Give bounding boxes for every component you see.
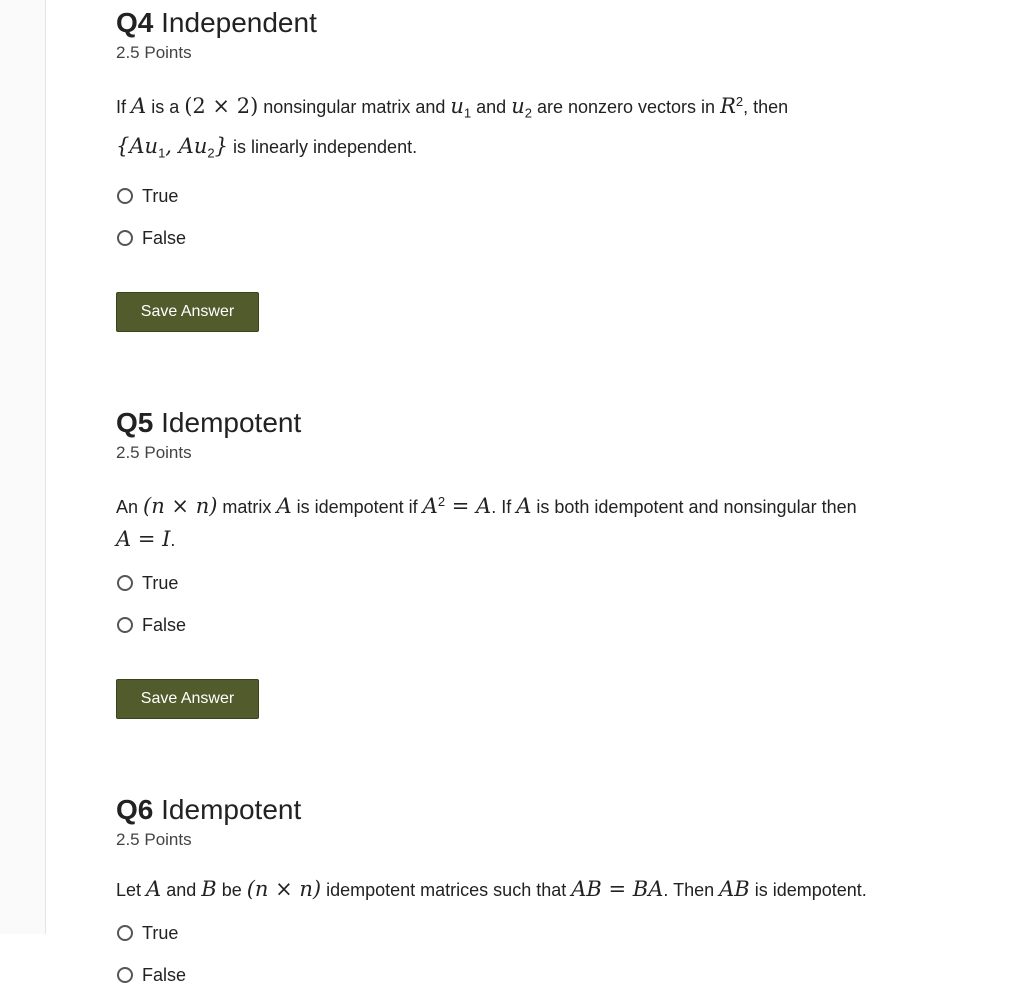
question-points: 2.5 Points: [116, 443, 192, 463]
question-text: If A is a (2 × 2) nonsingular matrix and $u_1$ and $u_2$ are nonzero vectors in $R^2$, then {$Au_1$, $Au_2$} is linearly independent.: [116, 94, 789, 161]
option-false[interactable]: [116, 954, 996, 996]
answer-options: [116, 912, 996, 996]
save-answer-button[interactable]: Save Answer: [116, 292, 259, 332]
question-q4: [116, 6, 996, 332]
radio-button[interactable]: [117, 188, 133, 204]
radio-button[interactable]: [117, 230, 133, 246]
option-label: True: [142, 185, 179, 206]
question-title-text: Idempotent: [161, 794, 302, 826]
option-true[interactable]: [116, 562, 996, 604]
option-label: True: [142, 922, 179, 943]
question-points: 2.5 Points: [116, 830, 192, 850]
quiz-content: [116, 0, 996, 996]
question-title: [116, 793, 996, 827]
radio-button[interactable]: [117, 617, 133, 633]
question-title-text: Independent: [161, 7, 317, 38]
left-rail: [0, 0, 46, 934]
answer-options: [116, 562, 996, 646]
answer-options: [116, 175, 996, 259]
question-number: Q5: [116, 407, 154, 439]
radio-button[interactable]: [117, 925, 133, 941]
question-number: Q6: [116, 794, 154, 826]
save-answer-button[interactable]: Save Answer: [116, 679, 259, 719]
question-title-text: Idempotent: [161, 407, 302, 439]
option-label: False: [142, 614, 187, 635]
question-q5: [116, 406, 996, 719]
question-title: [116, 6, 996, 40]
question-q6: [116, 793, 996, 996]
option-false[interactable]: [116, 217, 996, 259]
option-label: False: [142, 227, 187, 248]
radio-button[interactable]: [117, 967, 133, 983]
option-false[interactable]: [116, 604, 996, 646]
question-number: Q4: [116, 7, 154, 38]
option-true[interactable]: [116, 912, 996, 954]
option-label: True: [142, 572, 179, 593]
question-points: 2.5 Points: [116, 43, 192, 62]
question-title: [116, 406, 996, 440]
option-true[interactable]: [116, 175, 996, 217]
question-text: Let A and B be (n × n) idempotent matrices such that AB = BA. Then AB is idempotent.: [116, 877, 867, 902]
question-text: An (n × n) matrix A is idempotent if $A^2 = A$. If A is both idempotent and nonsingular then A = I.: [116, 494, 857, 552]
option-label: False: [142, 964, 187, 985]
radio-button[interactable]: [117, 575, 133, 591]
